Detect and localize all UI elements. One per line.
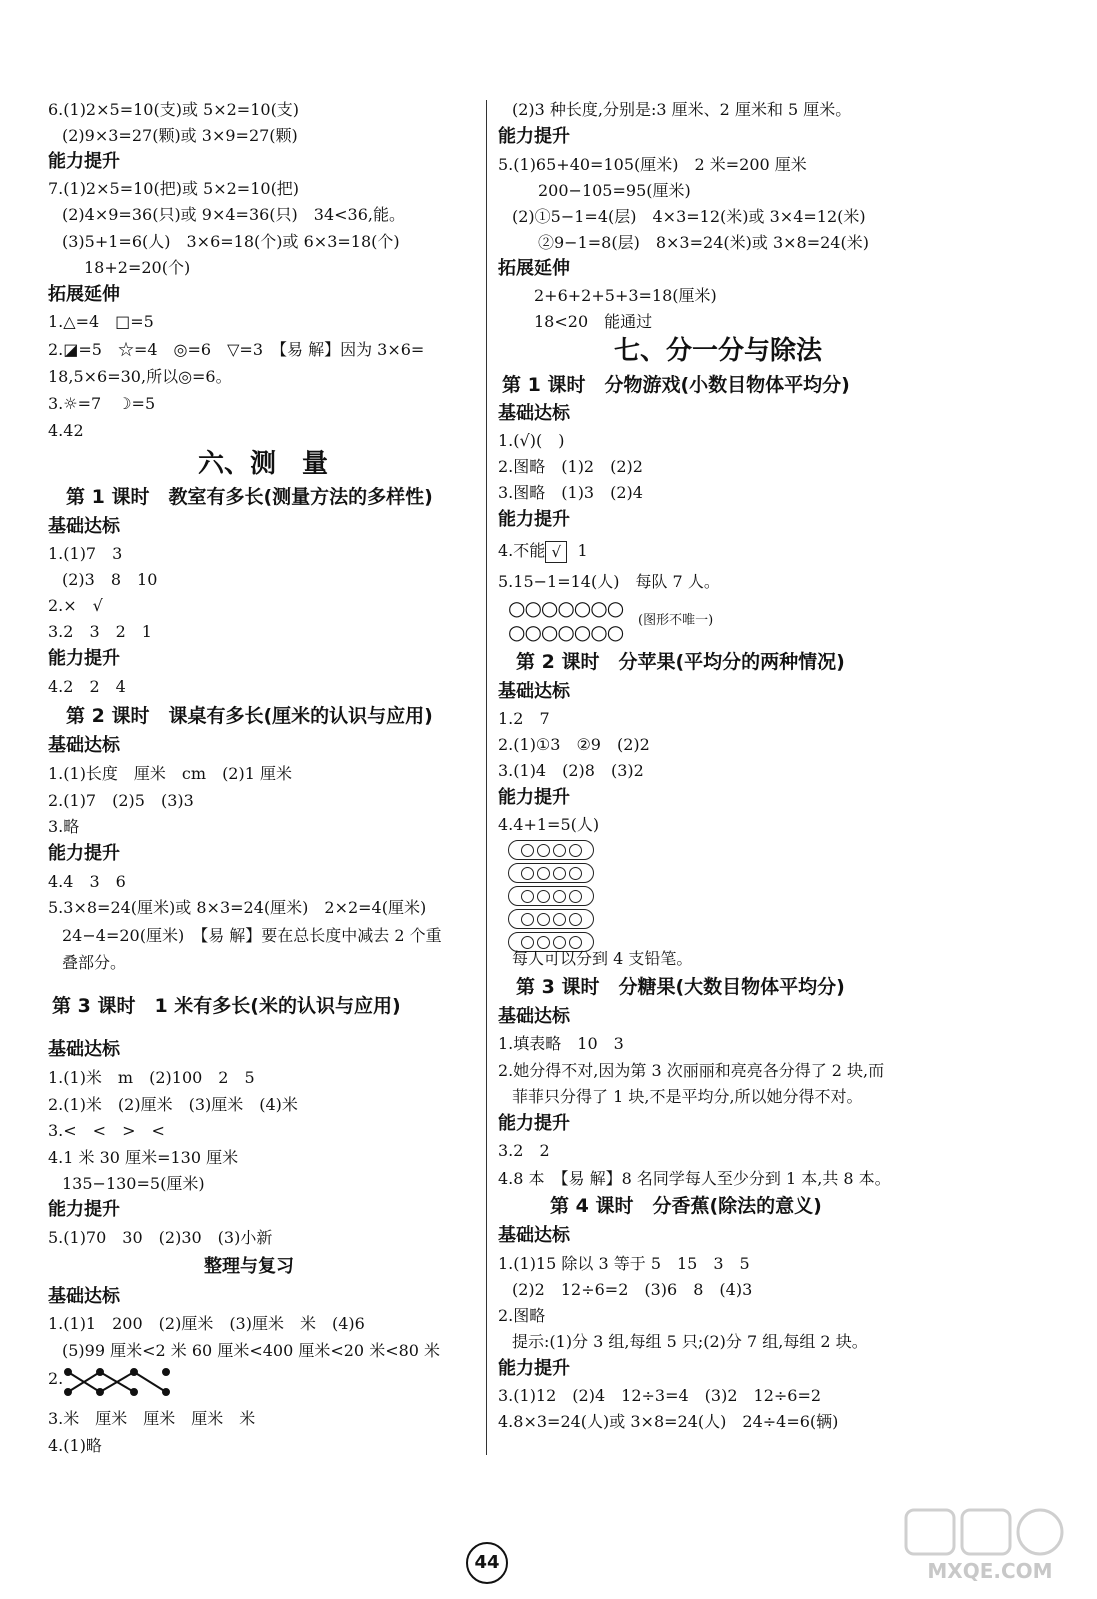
answer-line: 2.◪=5 ☆=4 ◎=6 ▽=3 【易 解】因为 3×6= bbox=[48, 340, 425, 359]
answer-line: 1.(1)7 3 bbox=[48, 544, 123, 563]
answer-line: 每人可以分到 4 支铅笔。 bbox=[512, 949, 693, 968]
answer-line: 5.(1)65+40=105(厘米) 2 米=200 厘米 bbox=[498, 155, 807, 174]
note-text: (图形不唯一) bbox=[638, 613, 714, 628]
answer-line: 3.< < > < bbox=[48, 1121, 165, 1140]
answer-line: 18+2=20(个) bbox=[84, 258, 191, 277]
answer-line: (2)2 12÷6=2 (3)6 8 (4)3 bbox=[512, 1280, 753, 1299]
answer-line: 7.(1)2×5=10(把)或 5×2=10(把) bbox=[48, 179, 300, 198]
lesson-title: 第 2 课时 课桌有多长(厘米的认识与应用) bbox=[66, 705, 433, 727]
section-heading: 能力提升 bbox=[48, 843, 120, 864]
watermark-text: MXQE.COM bbox=[927, 1559, 1053, 1583]
answer-line: 1.2 7 bbox=[498, 709, 550, 728]
section-heading: 基础达标 bbox=[48, 516, 120, 537]
section-heading: 基础达标 bbox=[498, 1225, 570, 1246]
answer-line: (3)5+1=6(人) 3×6=18(个)或 6×3=18(个) bbox=[62, 232, 400, 251]
section-heading: 基础达标 bbox=[498, 681, 570, 702]
section-heading: 拓展延伸 bbox=[498, 258, 570, 279]
circle-row: ○○○○○○○ bbox=[508, 596, 624, 620]
section-heading: 能力提升 bbox=[498, 1113, 570, 1134]
answer-line: 4.4+1=5(人) bbox=[498, 815, 600, 834]
answer-line: 叠部分。 bbox=[62, 953, 127, 972]
section-heading: 拓展延伸 bbox=[48, 284, 120, 305]
answer-line: 6.(1)2×5=10(支)或 5×2=10(支) bbox=[48, 100, 300, 119]
answer-line: 5.(1)70 30 (2)30 (3)小新 bbox=[48, 1228, 273, 1247]
answer-line: 5.3×8=24(厘米)或 8×3=24(厘米) 2×2=4(厘米) bbox=[48, 898, 427, 917]
answer-line: 4.42 bbox=[48, 421, 84, 440]
answer-line: 2.她分得不对,因为第 3 次丽丽和亮亮各分得了 2 块,而 bbox=[498, 1061, 885, 1080]
section-heading: 能力提升 bbox=[48, 1199, 120, 1220]
chapter-title: 六、测 量 bbox=[198, 449, 329, 479]
answer-line: 3.2 2 bbox=[498, 1141, 550, 1160]
answer-line: (2)①5−1=4(层) 4×3=12(米)或 3×4=12(米) bbox=[512, 207, 866, 226]
answer-line: 4.4 3 6 bbox=[48, 872, 126, 891]
lesson-title: 第 2 课时 分苹果(平均分的两种情况) bbox=[516, 651, 845, 673]
section-heading: 能力提升 bbox=[48, 648, 120, 669]
answer-line: 2.(1)7 (2)5 (3)3 bbox=[48, 791, 194, 810]
answer-line: 4.8×3=24(人)或 3×8=24(人) 24÷4=6(辆) bbox=[498, 1412, 839, 1431]
answer-line: 3.略 bbox=[48, 817, 80, 836]
answer-line: 3.☼=7 ☽=5 bbox=[48, 394, 156, 413]
lesson-title: 第 3 课时 分糖果(大数目物体平均分) bbox=[516, 976, 845, 998]
answer-line: 3.图略 (1)3 (2)4 bbox=[498, 483, 643, 502]
answer-line: 1.填表略 10 3 bbox=[498, 1034, 624, 1053]
group-oval bbox=[508, 840, 594, 860]
answer-line: 1.(√)( ) bbox=[498, 431, 565, 450]
answer-line: 3.2 3 2 1 bbox=[48, 622, 152, 641]
section-heading: 能力提升 bbox=[48, 151, 120, 172]
section-heading: 基础达标 bbox=[498, 1006, 570, 1027]
answer-line: 2.× √ bbox=[48, 596, 103, 615]
circle-row: ○○○○○○○ bbox=[508, 620, 624, 644]
answer-line: 1.(1)15 除以 3 等于 5 15 3 5 bbox=[498, 1254, 750, 1273]
group-oval bbox=[508, 909, 594, 929]
answer-line: (2)3 8 10 bbox=[62, 570, 158, 589]
answer-line: 提示:(1)分 3 组,每组 5 只;(2)分 7 组,每组 2 块。 bbox=[512, 1332, 868, 1351]
answer-line: 3.(1)4 (2)8 (3)2 bbox=[498, 761, 644, 780]
section-heading: 基础达标 bbox=[48, 1039, 120, 1060]
group-oval bbox=[508, 863, 594, 883]
checked-box: √ bbox=[545, 541, 567, 563]
answer-line: 4.1 米 30 厘米=130 厘米 bbox=[48, 1148, 239, 1167]
pencil-groups-figure bbox=[508, 840, 594, 955]
answer-line: 18,5×6=30,所以◎=6。 bbox=[48, 367, 232, 386]
lesson-title: 第 3 课时 1 米有多长(米的认识与应用) bbox=[52, 995, 401, 1017]
answer-line: 5.15−1=14(人) 每队 7 人。 bbox=[498, 572, 720, 591]
section-heading: 基础达标 bbox=[48, 735, 120, 756]
column-divider bbox=[486, 100, 487, 1455]
answer-line: 3.(1)12 (2)4 12÷3=4 (3)2 12÷6=2 bbox=[498, 1386, 822, 1405]
group-oval bbox=[508, 886, 594, 906]
answer-line: 1.(1)1 200 (2)厘米 (3)厘米 米 (4)6 bbox=[48, 1314, 365, 1333]
watermark-logo bbox=[900, 1506, 1080, 1586]
lesson-title: 第 1 课时 分物游戏(小数目物体平均分) bbox=[502, 374, 850, 396]
answer-line: 135−130=5(厘米) bbox=[62, 1174, 205, 1193]
answer-text: 4.不能 bbox=[498, 541, 546, 560]
answer-line: 1.(1)长度 厘米 cm (2)1 厘米 bbox=[48, 764, 292, 783]
chapter-title: 七、分一分与除法 bbox=[614, 336, 823, 366]
answer-text: 1 bbox=[577, 541, 588, 560]
answer-line: 4.8 本 【易 解】8 名同学每人至少分到 1 本,共 8 本。 bbox=[498, 1169, 891, 1188]
answer-line: 18<20 能通过 bbox=[534, 312, 653, 331]
answer-line: 2.(1)①3 ②9 (2)2 bbox=[498, 735, 650, 754]
answer-line: (2)3 种长度,分别是:3 厘米、2 厘米和 5 厘米。 bbox=[512, 100, 852, 119]
lesson-title: 第 4 课时 分香蕉(除法的意义) bbox=[550, 1195, 822, 1217]
lesson-title: 第 1 课时 教室有多长(测量方法的多样性) bbox=[66, 486, 433, 508]
answer-line: 4.2 2 4 bbox=[48, 677, 126, 696]
answer-line: 2.(1)米 (2)厘米 (3)厘米 (4)米 bbox=[48, 1095, 298, 1114]
answer-line: 1.△=4 □=5 bbox=[48, 312, 154, 331]
section-heading: 能力提升 bbox=[498, 509, 570, 530]
answer-line: 2+6+2+5+3=18(厘米) bbox=[534, 286, 717, 305]
section-heading: 基础达标 bbox=[498, 403, 570, 424]
section-heading: 能力提升 bbox=[498, 787, 570, 808]
answer-line: (5)99 厘米<2 米 60 厘米<400 厘米<20 米<80 米 bbox=[62, 1341, 441, 1360]
answer-line: 200−105=95(厘米) bbox=[538, 181, 691, 200]
answer-line: 2.图略 bbox=[498, 1306, 546, 1325]
answer-line: 24−4=20(厘米) 【易 解】要在总长度中减去 2 个重 bbox=[62, 926, 442, 945]
matching-lines-figure bbox=[62, 1366, 182, 1398]
page-number: 44 bbox=[466, 1542, 508, 1584]
answer-line: 菲菲只分得了 1 块,不是平均分,所以她分得不对。 bbox=[512, 1087, 863, 1106]
answer-line: 2.图略 (1)2 (2)2 bbox=[498, 457, 643, 476]
answer-line: (2)4×9=36(只)或 9×4=36(只) 34<36,能。 bbox=[62, 205, 405, 224]
answer-line: 3.米 厘米 厘米 厘米 米 bbox=[48, 1409, 256, 1428]
answer-line: 4.(1)略 bbox=[48, 1436, 102, 1455]
section-heading: 基础达标 bbox=[48, 1286, 120, 1307]
answer-line: ②9−1=8(层) 8×3=24(米)或 3×8=24(米) bbox=[538, 233, 869, 252]
section-title: 整理与复习 bbox=[204, 1256, 294, 1277]
answer-line: 2. bbox=[48, 1369, 64, 1388]
section-heading: 能力提升 bbox=[498, 126, 570, 147]
answer-line: 1.(1)米 m (2)100 2 5 bbox=[48, 1068, 255, 1087]
answer-line bbox=[498, 540, 588, 563]
section-heading: 能力提升 bbox=[498, 1358, 570, 1379]
answer-line: (2)9×3=27(颗)或 3×9=27(颗) bbox=[62, 126, 298, 145]
